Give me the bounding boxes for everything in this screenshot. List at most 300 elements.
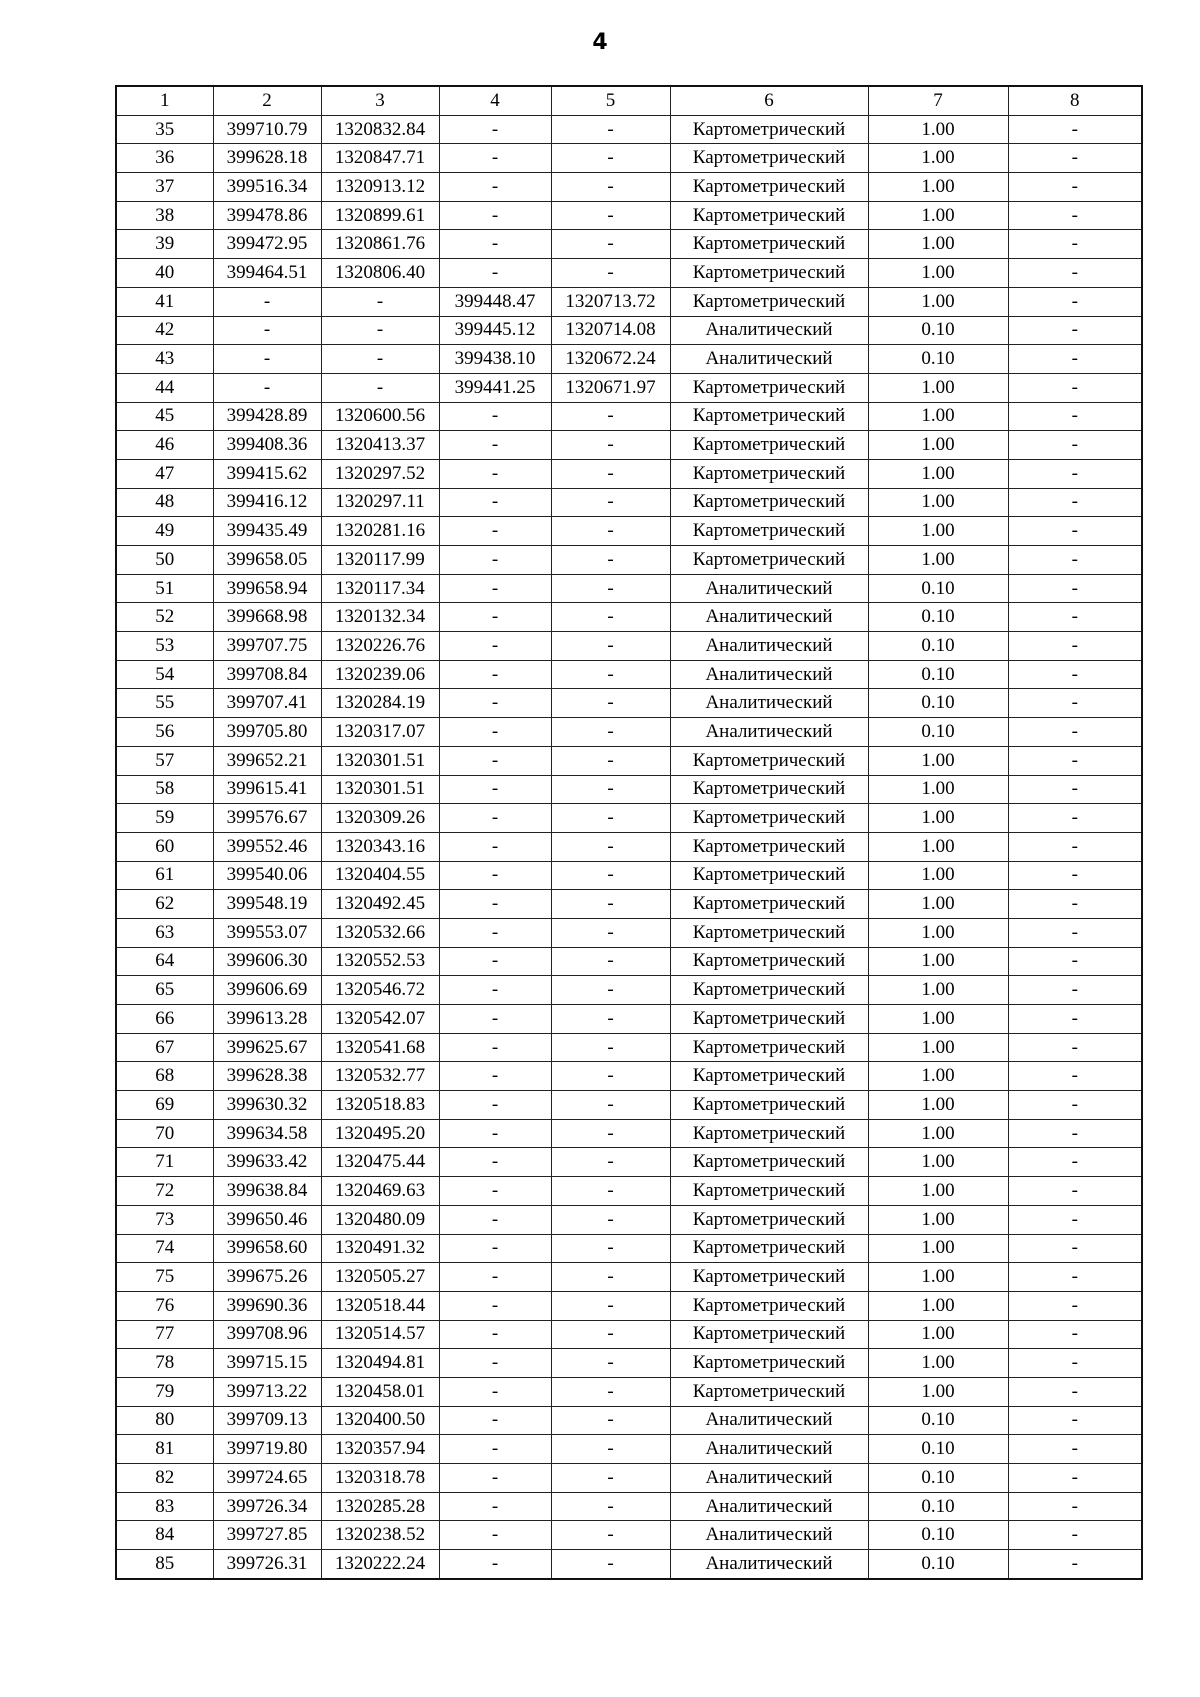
point-number-cell: 51 bbox=[116, 574, 213, 603]
point-number-cell: 83 bbox=[116, 1492, 213, 1521]
y-coordinate-cell: 1320541.68 bbox=[321, 1033, 439, 1062]
y-coordinate-cell: - bbox=[321, 287, 439, 316]
method-cell: Картометрический bbox=[670, 230, 868, 259]
x-new-cell: - bbox=[439, 1263, 551, 1292]
x-new-cell: - bbox=[439, 1148, 551, 1177]
x-new-cell: - bbox=[439, 890, 551, 919]
point-number-cell: 66 bbox=[116, 1005, 213, 1034]
y-coordinate-cell: 1320514.57 bbox=[321, 1320, 439, 1349]
y-coordinate-cell: - bbox=[321, 316, 439, 345]
point-number-cell: 76 bbox=[116, 1291, 213, 1320]
y-coordinate-cell: 1320832.84 bbox=[321, 115, 439, 144]
y-new-cell: - bbox=[551, 976, 670, 1005]
table-header bbox=[116, 86, 1142, 115]
y-new-cell: - bbox=[551, 689, 670, 718]
y-new-cell: 1320672.24 bbox=[551, 345, 670, 374]
y-coordinate-cell: 1320494.81 bbox=[321, 1349, 439, 1378]
y-new-cell: - bbox=[551, 1377, 670, 1406]
x-coordinate-cell: 399719.80 bbox=[213, 1435, 321, 1464]
table-row bbox=[116, 1205, 1142, 1234]
y-new-cell: 1320713.72 bbox=[551, 287, 670, 316]
accuracy-cell: 1.00 bbox=[868, 402, 1008, 431]
note-cell: - bbox=[1008, 173, 1142, 202]
table-row bbox=[116, 287, 1142, 316]
note-cell: - bbox=[1008, 459, 1142, 488]
table-row bbox=[116, 1435, 1142, 1464]
accuracy-cell: 1.00 bbox=[868, 775, 1008, 804]
y-new-cell: - bbox=[551, 1119, 670, 1148]
note-cell: - bbox=[1008, 517, 1142, 546]
x-new-cell: - bbox=[439, 718, 551, 747]
note-cell: - bbox=[1008, 1062, 1142, 1091]
y-new-cell: - bbox=[551, 832, 670, 861]
method-cell: Картометрический bbox=[670, 546, 868, 575]
point-number-cell: 72 bbox=[116, 1177, 213, 1206]
x-new-cell: - bbox=[439, 1119, 551, 1148]
point-number-cell: 43 bbox=[116, 345, 213, 374]
note-cell: - bbox=[1008, 144, 1142, 173]
x-coordinate-cell: - bbox=[213, 287, 321, 316]
accuracy-cell: 1.00 bbox=[868, 1177, 1008, 1206]
method-cell: Картометрический bbox=[670, 1320, 868, 1349]
header-cell: 5 bbox=[551, 86, 670, 115]
accuracy-cell: 1.00 bbox=[868, 546, 1008, 575]
x-new-cell: - bbox=[439, 115, 551, 144]
y-new-cell: - bbox=[551, 1349, 670, 1378]
x-new-cell: - bbox=[439, 1492, 551, 1521]
note-cell: - bbox=[1008, 1205, 1142, 1234]
x-coordinate-cell: 399625.67 bbox=[213, 1033, 321, 1062]
x-coordinate-cell: 399705.80 bbox=[213, 718, 321, 747]
method-cell: Картометрический bbox=[670, 775, 868, 804]
accuracy-cell: 1.00 bbox=[868, 1033, 1008, 1062]
x-coordinate-cell: 399724.65 bbox=[213, 1464, 321, 1493]
accuracy-cell: 1.00 bbox=[868, 459, 1008, 488]
accuracy-cell: 1.00 bbox=[868, 1234, 1008, 1263]
x-new-cell: - bbox=[439, 431, 551, 460]
x-coordinate-cell: 399435.49 bbox=[213, 517, 321, 546]
method-cell: Аналитический bbox=[670, 1406, 868, 1435]
method-cell: Аналитический bbox=[670, 1464, 868, 1493]
y-coordinate-cell: 1320458.01 bbox=[321, 1377, 439, 1406]
accuracy-cell: 1.00 bbox=[868, 1119, 1008, 1148]
x-new-cell: - bbox=[439, 1205, 551, 1234]
y-new-cell: - bbox=[551, 718, 670, 747]
y-coordinate-cell: 1320301.51 bbox=[321, 775, 439, 804]
method-cell: Картометрический bbox=[670, 1091, 868, 1120]
note-cell: - bbox=[1008, 890, 1142, 919]
method-cell: Картометрический bbox=[670, 861, 868, 890]
point-number-cell: 36 bbox=[116, 144, 213, 173]
x-new-cell: - bbox=[439, 517, 551, 546]
x-coordinate-cell: 399628.18 bbox=[213, 144, 321, 173]
y-coordinate-cell: 1320226.76 bbox=[321, 632, 439, 661]
table-row bbox=[116, 1521, 1142, 1550]
table-row bbox=[116, 632, 1142, 661]
y-coordinate-cell: 1320532.77 bbox=[321, 1062, 439, 1091]
accuracy-cell: 0.10 bbox=[868, 574, 1008, 603]
note-cell: - bbox=[1008, 1349, 1142, 1378]
x-new-cell: 399445.12 bbox=[439, 316, 551, 345]
point-number-cell: 57 bbox=[116, 746, 213, 775]
y-new-cell: - bbox=[551, 1205, 670, 1234]
y-coordinate-cell: 1320518.83 bbox=[321, 1091, 439, 1120]
x-coordinate-cell: 399428.89 bbox=[213, 402, 321, 431]
x-coordinate-cell: 399634.58 bbox=[213, 1119, 321, 1148]
accuracy-cell: 0.10 bbox=[868, 1521, 1008, 1550]
table-row bbox=[116, 316, 1142, 345]
header-cell: 6 bbox=[670, 86, 868, 115]
method-cell: Картометрический bbox=[670, 804, 868, 833]
table-row bbox=[116, 947, 1142, 976]
method-cell: Картометрический bbox=[670, 832, 868, 861]
note-cell: - bbox=[1008, 574, 1142, 603]
accuracy-cell: 1.00 bbox=[868, 1377, 1008, 1406]
method-cell: Аналитический bbox=[670, 603, 868, 632]
note-cell: - bbox=[1008, 1091, 1142, 1120]
x-coordinate-cell: 399552.46 bbox=[213, 832, 321, 861]
y-coordinate-cell: 1320400.50 bbox=[321, 1406, 439, 1435]
y-new-cell: 1320671.97 bbox=[551, 373, 670, 402]
y-new-cell: - bbox=[551, 861, 670, 890]
method-cell: Картометрический bbox=[670, 517, 868, 546]
method-cell: Аналитический bbox=[670, 345, 868, 374]
point-number-cell: 38 bbox=[116, 201, 213, 230]
point-number-cell: 69 bbox=[116, 1091, 213, 1120]
point-number-cell: 44 bbox=[116, 373, 213, 402]
x-coordinate-cell: 399606.69 bbox=[213, 976, 321, 1005]
method-cell: Картометрический bbox=[670, 115, 868, 144]
header-cell: 3 bbox=[321, 86, 439, 115]
x-new-cell: - bbox=[439, 1464, 551, 1493]
point-number-cell: 75 bbox=[116, 1263, 213, 1292]
table-row bbox=[116, 890, 1142, 919]
y-coordinate-cell: 1320285.28 bbox=[321, 1492, 439, 1521]
x-new-cell: - bbox=[439, 1377, 551, 1406]
y-new-cell: - bbox=[551, 775, 670, 804]
method-cell: Картометрический bbox=[670, 1005, 868, 1034]
method-cell: Картометрический bbox=[670, 1119, 868, 1148]
method-cell: Картометрический bbox=[670, 173, 868, 202]
table-row bbox=[116, 660, 1142, 689]
accuracy-cell: 1.00 bbox=[868, 1320, 1008, 1349]
table-row bbox=[116, 402, 1142, 431]
point-number-cell: 35 bbox=[116, 115, 213, 144]
table-row bbox=[116, 775, 1142, 804]
table-row bbox=[116, 173, 1142, 202]
note-cell: - bbox=[1008, 1521, 1142, 1550]
y-new-cell: - bbox=[551, 1320, 670, 1349]
method-cell: Аналитический bbox=[670, 1521, 868, 1550]
x-coordinate-cell: 399408.36 bbox=[213, 431, 321, 460]
table-row bbox=[116, 431, 1142, 460]
table-row bbox=[116, 1263, 1142, 1292]
point-number-cell: 63 bbox=[116, 918, 213, 947]
x-new-cell: - bbox=[439, 1234, 551, 1263]
point-number-cell: 54 bbox=[116, 660, 213, 689]
x-new-cell: - bbox=[439, 230, 551, 259]
note-cell: - bbox=[1008, 201, 1142, 230]
y-new-cell: - bbox=[551, 947, 670, 976]
y-coordinate-cell: 1320913.12 bbox=[321, 173, 439, 202]
note-cell: - bbox=[1008, 1263, 1142, 1292]
y-new-cell: - bbox=[551, 459, 670, 488]
accuracy-cell: 1.00 bbox=[868, 947, 1008, 976]
accuracy-cell: 1.00 bbox=[868, 287, 1008, 316]
method-cell: Аналитический bbox=[670, 718, 868, 747]
point-number-cell: 79 bbox=[116, 1377, 213, 1406]
note-cell: - bbox=[1008, 918, 1142, 947]
x-new-cell: 399441.25 bbox=[439, 373, 551, 402]
table-row bbox=[116, 1492, 1142, 1521]
note-cell: - bbox=[1008, 287, 1142, 316]
accuracy-cell: 1.00 bbox=[868, 373, 1008, 402]
point-number-cell: 48 bbox=[116, 488, 213, 517]
point-number-cell: 39 bbox=[116, 230, 213, 259]
x-coordinate-cell: 399633.42 bbox=[213, 1148, 321, 1177]
accuracy-cell: 1.00 bbox=[868, 890, 1008, 919]
x-coordinate-cell: 399478.86 bbox=[213, 201, 321, 230]
accuracy-cell: 1.00 bbox=[868, 832, 1008, 861]
x-coordinate-cell: - bbox=[213, 345, 321, 374]
note-cell: - bbox=[1008, 832, 1142, 861]
point-number-cell: 55 bbox=[116, 689, 213, 718]
accuracy-cell: 0.10 bbox=[868, 1550, 1008, 1579]
x-coordinate-cell: 399415.62 bbox=[213, 459, 321, 488]
x-coordinate-cell: 399576.67 bbox=[213, 804, 321, 833]
x-coordinate-cell: 399615.41 bbox=[213, 775, 321, 804]
table-row bbox=[116, 1349, 1142, 1378]
x-new-cell: - bbox=[439, 1550, 551, 1579]
note-cell: - bbox=[1008, 603, 1142, 632]
accuracy-cell: 0.10 bbox=[868, 1435, 1008, 1464]
x-coordinate-cell: 399726.31 bbox=[213, 1550, 321, 1579]
accuracy-cell: 1.00 bbox=[868, 1205, 1008, 1234]
note-cell: - bbox=[1008, 632, 1142, 661]
method-cell: Картометрический bbox=[670, 976, 868, 1005]
accuracy-cell: 0.10 bbox=[868, 660, 1008, 689]
table-row bbox=[116, 574, 1142, 603]
method-cell: Картометрический bbox=[670, 1148, 868, 1177]
accuracy-cell: 1.00 bbox=[868, 1062, 1008, 1091]
method-cell: Аналитический bbox=[670, 1550, 868, 1579]
accuracy-cell: 1.00 bbox=[868, 1291, 1008, 1320]
y-new-cell: - bbox=[551, 173, 670, 202]
x-new-cell: - bbox=[439, 259, 551, 288]
y-new-cell: - bbox=[551, 230, 670, 259]
table-row bbox=[116, 976, 1142, 1005]
x-coordinate-cell: 399628.38 bbox=[213, 1062, 321, 1091]
coordinates-table bbox=[115, 85, 1143, 1580]
method-cell: Аналитический bbox=[670, 1492, 868, 1521]
y-coordinate-cell: 1320546.72 bbox=[321, 976, 439, 1005]
y-new-cell: - bbox=[551, 1291, 670, 1320]
point-number-cell: 78 bbox=[116, 1349, 213, 1378]
note-cell: - bbox=[1008, 1005, 1142, 1034]
accuracy-cell: 0.10 bbox=[868, 1406, 1008, 1435]
method-cell: Аналитический bbox=[670, 574, 868, 603]
x-coordinate-cell: 399690.36 bbox=[213, 1291, 321, 1320]
table-row bbox=[116, 546, 1142, 575]
method-cell: Аналитический bbox=[670, 689, 868, 718]
x-new-cell: - bbox=[439, 1062, 551, 1091]
table-body bbox=[116, 115, 1142, 1579]
point-number-cell: 56 bbox=[116, 718, 213, 747]
accuracy-cell: 1.00 bbox=[868, 976, 1008, 1005]
table-row bbox=[116, 459, 1142, 488]
method-cell: Картометрический bbox=[670, 287, 868, 316]
x-new-cell: - bbox=[439, 660, 551, 689]
y-coordinate-cell: 1320469.63 bbox=[321, 1177, 439, 1206]
point-number-cell: 74 bbox=[116, 1234, 213, 1263]
table-row bbox=[116, 1464, 1142, 1493]
y-coordinate-cell: 1320542.07 bbox=[321, 1005, 439, 1034]
table-row bbox=[116, 689, 1142, 718]
accuracy-cell: 1.00 bbox=[868, 861, 1008, 890]
accuracy-cell: 0.10 bbox=[868, 1492, 1008, 1521]
accuracy-cell: 0.10 bbox=[868, 603, 1008, 632]
header-row bbox=[116, 86, 1142, 115]
note-cell: - bbox=[1008, 746, 1142, 775]
table-row bbox=[116, 1091, 1142, 1120]
y-coordinate-cell: 1320318.78 bbox=[321, 1464, 439, 1493]
point-number-cell: 53 bbox=[116, 632, 213, 661]
y-coordinate-cell: 1320600.56 bbox=[321, 402, 439, 431]
y-coordinate-cell: 1320480.09 bbox=[321, 1205, 439, 1234]
y-new-cell: - bbox=[551, 488, 670, 517]
y-new-cell: - bbox=[551, 1263, 670, 1292]
y-coordinate-cell: - bbox=[321, 345, 439, 374]
table-row bbox=[116, 345, 1142, 374]
note-cell: - bbox=[1008, 431, 1142, 460]
accuracy-cell: 0.10 bbox=[868, 689, 1008, 718]
accuracy-cell: 1.00 bbox=[868, 1005, 1008, 1034]
x-coordinate-cell: 399650.46 bbox=[213, 1205, 321, 1234]
point-number-cell: 45 bbox=[116, 402, 213, 431]
x-coordinate-cell: - bbox=[213, 316, 321, 345]
y-new-cell: - bbox=[551, 1492, 670, 1521]
y-new-cell: - bbox=[551, 431, 670, 460]
note-cell: - bbox=[1008, 1464, 1142, 1493]
note-cell: - bbox=[1008, 345, 1142, 374]
x-coordinate-cell: 399658.94 bbox=[213, 574, 321, 603]
point-number-cell: 59 bbox=[116, 804, 213, 833]
note-cell: - bbox=[1008, 1435, 1142, 1464]
y-new-cell: - bbox=[551, 1406, 670, 1435]
point-number-cell: 61 bbox=[116, 861, 213, 890]
method-cell: Картометрический bbox=[670, 402, 868, 431]
table-row bbox=[116, 230, 1142, 259]
table-row bbox=[116, 201, 1142, 230]
y-coordinate-cell: 1320505.27 bbox=[321, 1263, 439, 1292]
point-number-cell: 37 bbox=[116, 173, 213, 202]
note-cell: - bbox=[1008, 947, 1142, 976]
note-cell: - bbox=[1008, 861, 1142, 890]
y-coordinate-cell: - bbox=[321, 373, 439, 402]
method-cell: Картометрический bbox=[670, 1263, 868, 1292]
table-row bbox=[116, 1005, 1142, 1034]
table-row bbox=[116, 1320, 1142, 1349]
method-cell: Картометрический bbox=[670, 1291, 868, 1320]
note-cell: - bbox=[1008, 689, 1142, 718]
method-cell: Аналитический bbox=[670, 632, 868, 661]
note-cell: - bbox=[1008, 1291, 1142, 1320]
method-cell: Картометрический bbox=[670, 1377, 868, 1406]
y-new-cell: - bbox=[551, 144, 670, 173]
note-cell: - bbox=[1008, 1406, 1142, 1435]
table-row bbox=[116, 1291, 1142, 1320]
accuracy-cell: 1.00 bbox=[868, 918, 1008, 947]
note-cell: - bbox=[1008, 1550, 1142, 1579]
table-row bbox=[116, 144, 1142, 173]
x-coordinate-cell: 399516.34 bbox=[213, 173, 321, 202]
x-new-cell: - bbox=[439, 201, 551, 230]
method-cell: Картометрический bbox=[670, 488, 868, 517]
accuracy-cell: 1.00 bbox=[868, 488, 1008, 517]
x-new-cell: - bbox=[439, 746, 551, 775]
table-row bbox=[116, 746, 1142, 775]
method-cell: Картометрический bbox=[670, 947, 868, 976]
method-cell: Аналитический bbox=[670, 316, 868, 345]
accuracy-cell: 0.10 bbox=[868, 316, 1008, 345]
note-cell: - bbox=[1008, 1492, 1142, 1521]
x-new-cell: - bbox=[439, 1005, 551, 1034]
method-cell: Картометрический bbox=[670, 259, 868, 288]
note-cell: - bbox=[1008, 976, 1142, 1005]
x-coordinate-cell: 399638.84 bbox=[213, 1177, 321, 1206]
note-cell: - bbox=[1008, 316, 1142, 345]
point-number-cell: 70 bbox=[116, 1119, 213, 1148]
method-cell: Аналитический bbox=[670, 1435, 868, 1464]
y-coordinate-cell: 1320343.16 bbox=[321, 832, 439, 861]
note-cell: - bbox=[1008, 1119, 1142, 1148]
note-cell: - bbox=[1008, 1033, 1142, 1062]
y-coordinate-cell: 1320132.34 bbox=[321, 603, 439, 632]
y-coordinate-cell: 1320117.34 bbox=[321, 574, 439, 603]
accuracy-cell: 1.00 bbox=[868, 259, 1008, 288]
x-new-cell: 399448.47 bbox=[439, 287, 551, 316]
accuracy-cell: 0.10 bbox=[868, 632, 1008, 661]
x-coordinate-cell: 399464.51 bbox=[213, 259, 321, 288]
x-new-cell: - bbox=[439, 861, 551, 890]
method-cell: Картометрический bbox=[670, 201, 868, 230]
accuracy-cell: 1.00 bbox=[868, 1349, 1008, 1378]
x-coordinate-cell: 399709.13 bbox=[213, 1406, 321, 1435]
y-coordinate-cell: 1320284.19 bbox=[321, 689, 439, 718]
y-coordinate-cell: 1320491.32 bbox=[321, 1234, 439, 1263]
x-coordinate-cell: 399652.21 bbox=[213, 746, 321, 775]
point-number-cell: 42 bbox=[116, 316, 213, 345]
x-new-cell: - bbox=[439, 918, 551, 947]
x-new-cell: - bbox=[439, 632, 551, 661]
y-new-cell: - bbox=[551, 546, 670, 575]
y-coordinate-cell: 1320847.71 bbox=[321, 144, 439, 173]
page-number: 4 bbox=[592, 30, 608, 55]
y-new-cell: - bbox=[551, 632, 670, 661]
y-new-cell: - bbox=[551, 918, 670, 947]
x-new-cell: - bbox=[439, 144, 551, 173]
y-new-cell: - bbox=[551, 1234, 670, 1263]
x-coordinate-cell: 399707.75 bbox=[213, 632, 321, 661]
x-new-cell: - bbox=[439, 1177, 551, 1206]
y-coordinate-cell: 1320806.40 bbox=[321, 259, 439, 288]
x-new-cell: - bbox=[439, 546, 551, 575]
table-row bbox=[116, 832, 1142, 861]
table-row bbox=[116, 373, 1142, 402]
y-new-cell: - bbox=[551, 1005, 670, 1034]
y-new-cell: - bbox=[551, 1148, 670, 1177]
table-row bbox=[116, 1406, 1142, 1435]
